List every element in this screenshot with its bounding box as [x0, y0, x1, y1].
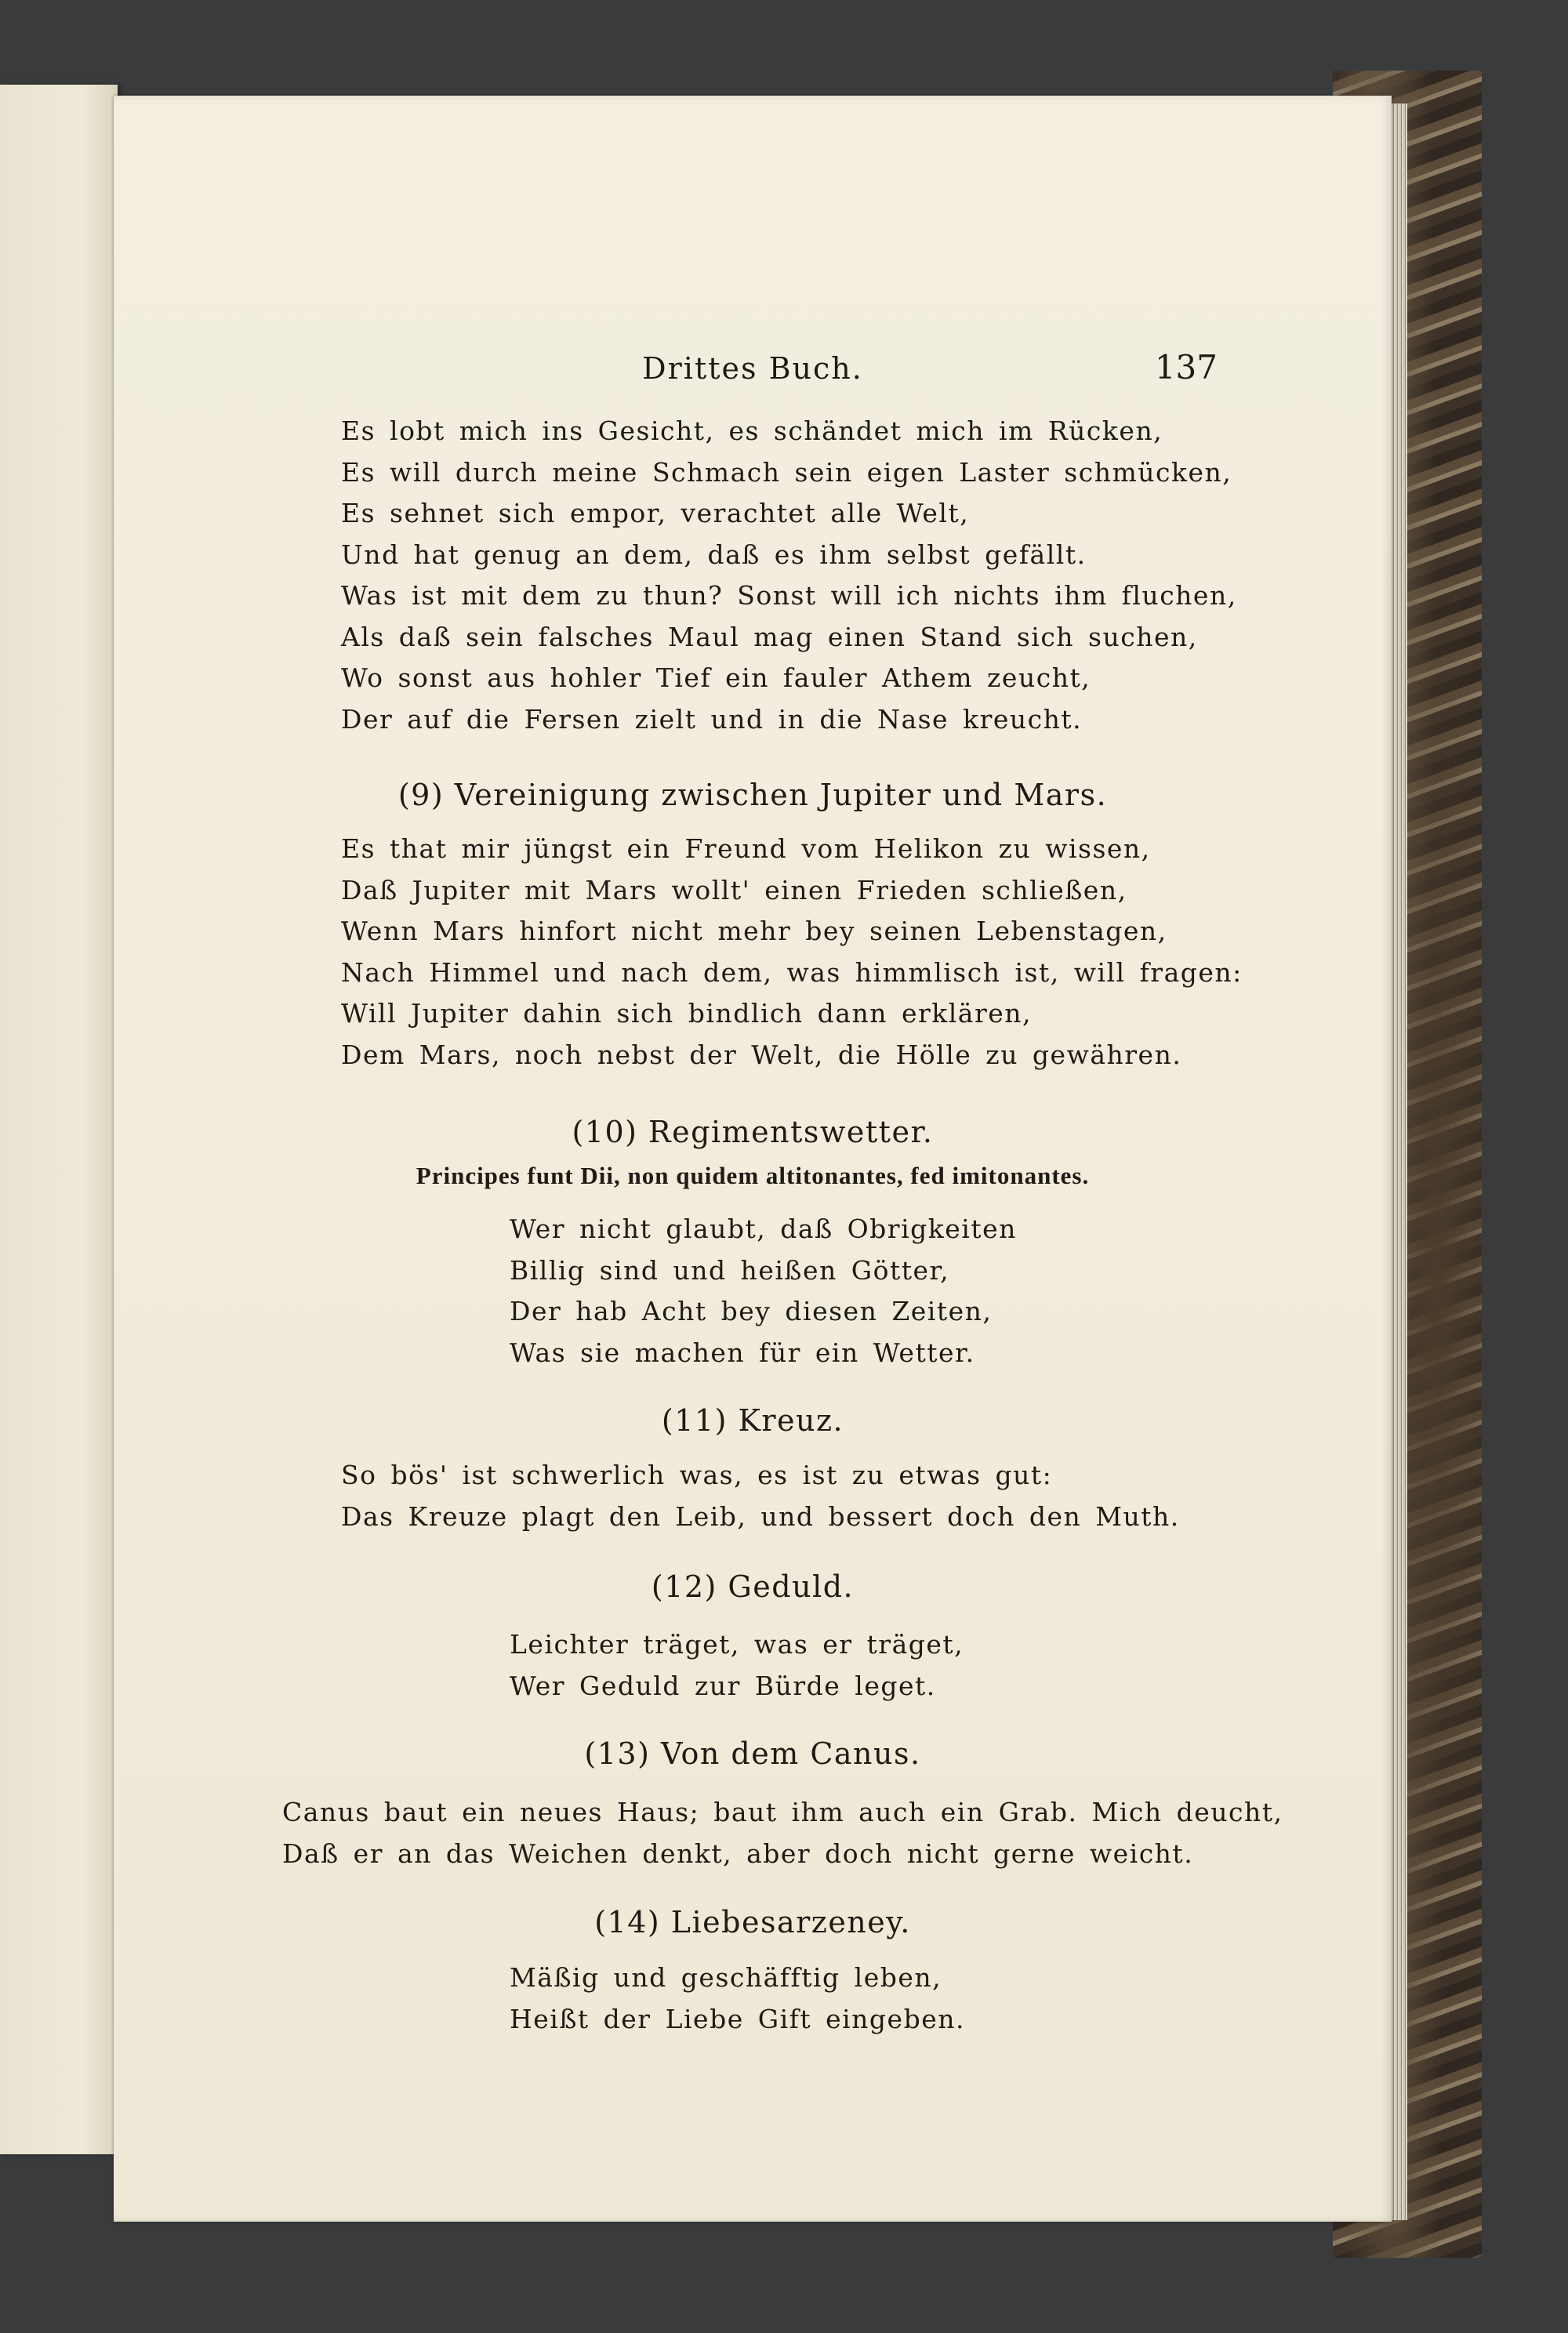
verse-line: Canus baut ein neues Haus; baut ihm auch ein Grab. Mich deucht,: [282, 1797, 1283, 1827]
section-9-verses: [114, 829, 1392, 1076]
section-12-verses: [114, 1624, 1392, 1707]
section-10-motto: [114, 1156, 1392, 1196]
verse-line: Was ist mit dem zu thun? Sonst will ich nichts ihm fluchen,: [341, 580, 1237, 611]
section-11: [114, 1397, 1392, 1444]
section-9: [114, 771, 1392, 818]
page-number: 137: [1154, 348, 1218, 386]
verse-line: Das Kreuze plagt den Leib, und bessert doch den Muth.: [341, 1500, 1180, 1532]
verse-line: Heißt der Liebe Gift eingeben.: [510, 2003, 965, 2034]
verse-line: Daß er an das Weichen denkt, aber doch nicht gerne weicht.: [282, 1838, 1194, 1869]
section-11-verses: [114, 1455, 1392, 1537]
intro-stanza: [114, 411, 1392, 740]
section-13: [114, 1730, 1392, 1777]
section-10-verses: [114, 1209, 1392, 1373]
verse-line: Wer nicht glaubt, daß Obrigkeiten: [510, 1214, 1017, 1244]
verse-line: Der auf die Fersen zielt und in die Nase kreucht.: [341, 703, 1083, 735]
page-content: [114, 96, 1392, 2222]
section-14-verses: [114, 1957, 1392, 2040]
verse-line: Als daß sein falsches Maul mag einen Stand sich suchen,: [341, 621, 1198, 652]
section-13-verses: [114, 1792, 1392, 1874]
section-12: [114, 1563, 1392, 1610]
verse-line: Billig sind und heißen Götter,: [510, 1254, 950, 1286]
section-heading: (12) Geduld.: [651, 1569, 855, 1604]
verse-line: Wenn Mars hinfort nicht mehr bey seinen Lebenstagen,: [341, 916, 1167, 946]
section-heading: (14) Liebesarzeney.: [594, 1905, 911, 1939]
facing-page-edge: [0, 85, 118, 2154]
section-heading: (10) Regimentswetter.: [572, 1115, 934, 1149]
book-page: [114, 96, 1392, 2222]
verse-line: Nach Himmel und nach dem, was himmlisch ist, will fragen:: [341, 956, 1243, 988]
verse-line: Was sie machen für ein Wetter.: [510, 1337, 975, 1368]
verse-line: Und hat genug an dem, daß es ihm selbst gefällt.: [341, 539, 1087, 570]
verse-line: Leichter träget, was er träget,: [510, 1629, 964, 1660]
section-10: [114, 1108, 1392, 1156]
latin-motto: Principes funt Dii, non quidem altitonantes, fed imitonantes.: [416, 1162, 1090, 1189]
verse-line: Es that mir jüngst ein Freund vom Helikon zu wissen,: [341, 833, 1151, 864]
verse-line: Wer Geduld zur Bürde leget.: [510, 1670, 936, 1701]
verse-line: Es will durch meine Schmach sein eigen Laster schmücken,: [341, 456, 1232, 488]
verse-line: So bös' ist schwerlich was, es ist zu etwas gut:: [341, 1460, 1053, 1490]
section-heading: (11) Kreuz.: [661, 1403, 844, 1438]
verse-line: Wo sonst aus hohler Tief ein fauler Athem zeucht,: [341, 662, 1091, 693]
verse-line: Es sehnet sich empor, verachtet alle Welt,: [341, 498, 970, 528]
verse-line: Mäßig und geschäfftig leben,: [510, 1962, 942, 1993]
section-heading: (13) Von dem Canus.: [584, 1736, 921, 1771]
section-14: [114, 1899, 1392, 1946]
verse-line: Will Jupiter dahin sich bindlich dann erklären,: [341, 998, 1033, 1029]
verse-line: Daß Jupiter mit Mars wollt' einen Frieden schließen,: [341, 874, 1127, 905]
running-head: Drittes Buch.: [642, 351, 863, 386]
verse-line: Es lobt mich ins Gesicht, es schändet mich im Rücken,: [341, 415, 1163, 446]
verse-line: Dem Mars, noch nebst der Welt, die Hölle zu gewähren.: [341, 1039, 1182, 1070]
section-heading: (9) Vereinigung zwischen Jupiter und Mars.: [397, 778, 1108, 812]
verse-line: Der hab Acht bey diesen Zeiten,: [510, 1296, 993, 1326]
